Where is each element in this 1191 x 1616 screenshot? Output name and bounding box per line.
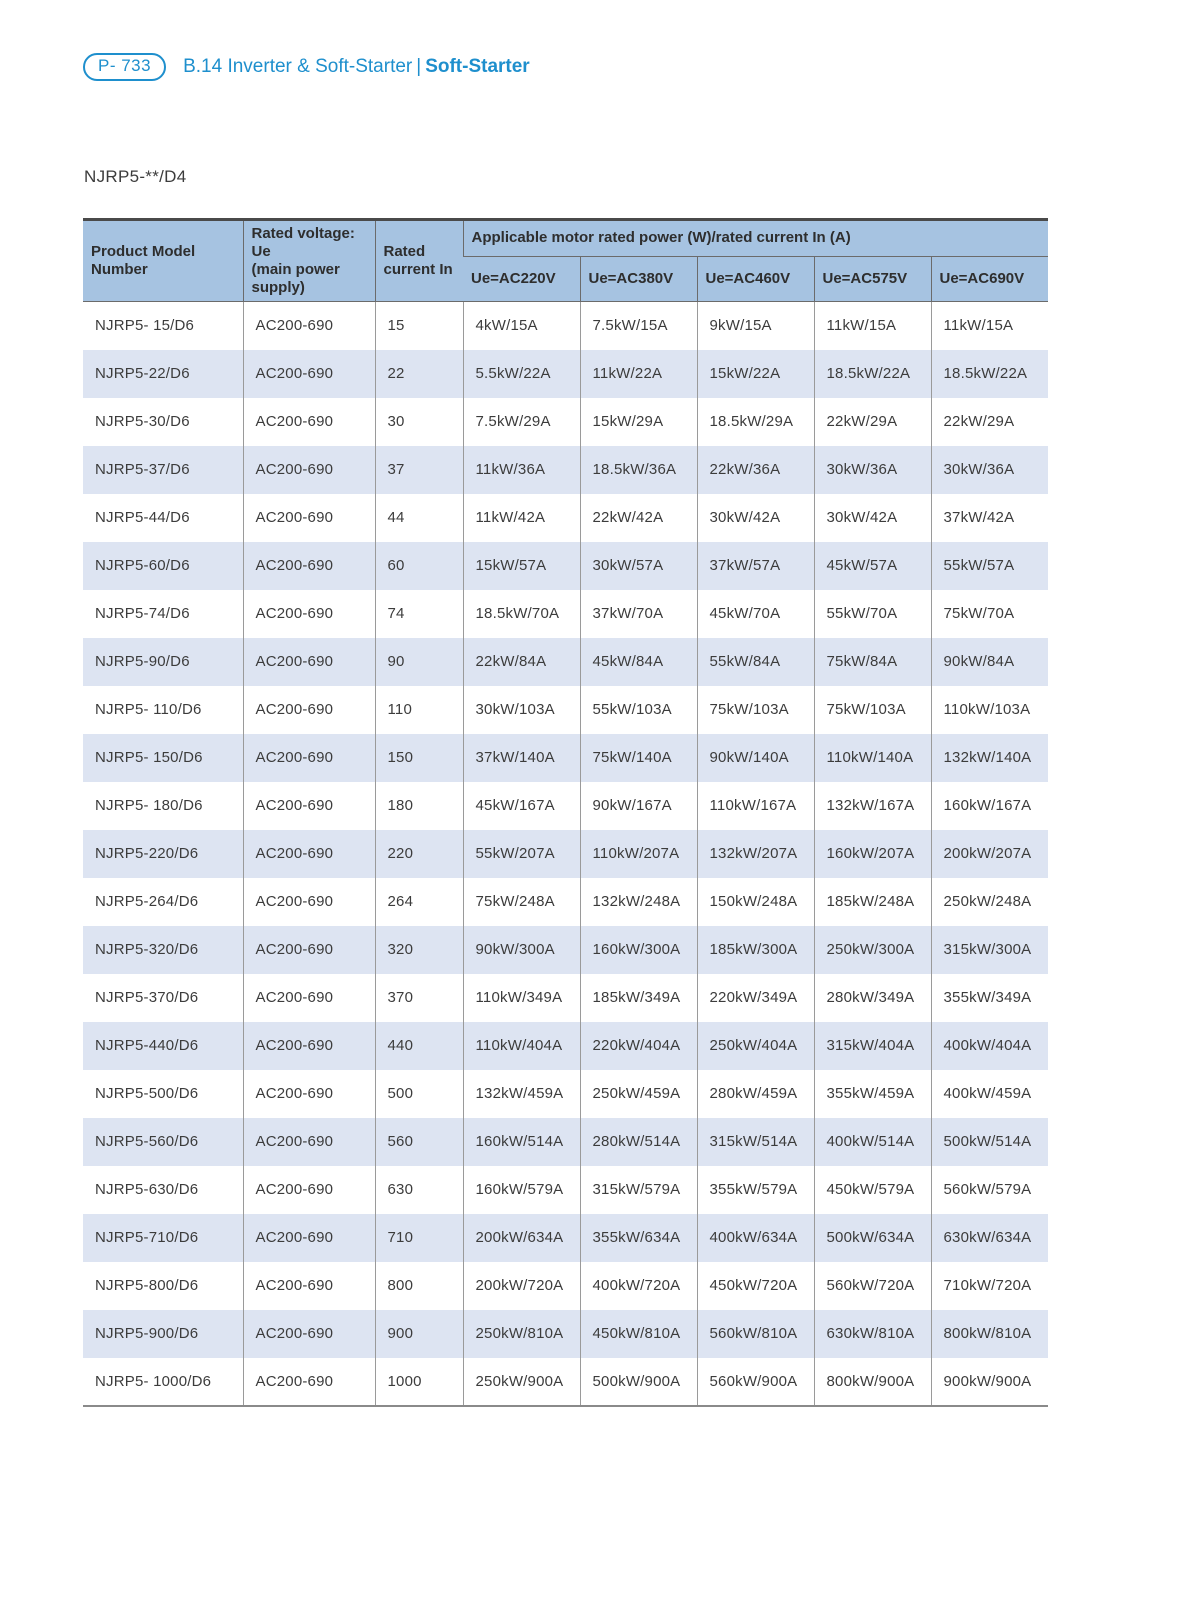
cell-product-model: NJRP5-44/D6 [95, 509, 190, 526]
table-row [83, 1214, 1048, 1262]
cell-ac575v: 45kW/57A [814, 542, 931, 590]
cell-rated-current: 15 [375, 302, 463, 350]
cell-product-model: NJRP5-30/D6 [95, 413, 190, 430]
cell-ac220v: 200kW/634A [463, 1214, 580, 1262]
cell-ac690v: 55kW/57A [931, 542, 1048, 590]
cell-ac220v: 22kW/84A [463, 638, 580, 686]
cell-ac380v: 18.5kW/36A [580, 446, 697, 494]
cell-ac460v: 450kW/720A [697, 1262, 814, 1310]
cell-ac690v: 30kW/36A [931, 446, 1048, 494]
cell-product-model: NJRP5-440/D6 [95, 1037, 199, 1054]
cell-ac220v: 250kW/900A [463, 1358, 580, 1406]
header-rated-voltage [243, 220, 375, 302]
cell-ac380v: 15kW/29A [580, 398, 697, 446]
cell-ac220v: 110kW/349A [463, 974, 580, 1022]
cell-ac690v: 355kW/349A [931, 974, 1048, 1022]
table-row [83, 638, 1048, 686]
header-product-model-line2: Number [91, 261, 148, 278]
cell-ac690v: 560kW/579A [931, 1166, 1048, 1214]
cell-ac460v: 185kW/300A [697, 926, 814, 974]
cell-ac220v: 5.5kW/22A [463, 350, 580, 398]
cell-ac575v: 185kW/248A [814, 878, 931, 926]
cell-rated-current: 630 [375, 1166, 463, 1214]
cell-rated-voltage: AC200-690 [243, 1310, 375, 1358]
cell-ac380v: 75kW/140A [580, 734, 697, 782]
cell-ac690v: 800kW/810A [931, 1310, 1048, 1358]
cell-ac380v: 250kW/459A [580, 1070, 697, 1118]
cell-ac575v: 132kW/167A [814, 782, 931, 830]
model-series-label: NJRP5-**/D4 [84, 167, 187, 186]
cell-ac460v: 90kW/140A [697, 734, 814, 782]
cell-product-model: NJRP5- 150/D6 [95, 749, 203, 766]
cell-ac460v: 150kW/248A [697, 878, 814, 926]
cell-ac460v: 30kW/42A [697, 494, 814, 542]
cell-rated-voltage: AC200-690 [243, 398, 375, 446]
cell-rated-current: 180 [375, 782, 463, 830]
cell-ac220v: 4kW/15A [463, 302, 580, 350]
cell-ac575v: 75kW/103A [814, 686, 931, 734]
cell-ac220v: 55kW/207A [463, 830, 580, 878]
cell-ac575v: 500kW/634A [814, 1214, 931, 1262]
cell-rated-voltage: AC200-690 [243, 1166, 375, 1214]
cell-ac380v: 55kW/103A [580, 686, 697, 734]
title-separator: | [416, 56, 422, 77]
table-row [83, 494, 1048, 542]
cell-ac460v: 15kW/22A [697, 350, 814, 398]
table-row [83, 350, 1048, 398]
cell-ac690v: 630kW/634A [931, 1214, 1048, 1262]
cell-product-model: NJRP5-800/D6 [95, 1277, 199, 1294]
cell-ac380v: 11kW/22A [580, 350, 697, 398]
cell-rated-current: 440 [375, 1022, 463, 1070]
spec-table [83, 218, 1048, 1407]
cell-ac220v: 132kW/459A [463, 1070, 580, 1118]
cell-product-model: NJRP5-320/D6 [95, 941, 199, 958]
cell-product-model: NJRP5-500/D6 [95, 1085, 199, 1102]
cell-ac460v: 22kW/36A [697, 446, 814, 494]
cell-ac690v: 250kW/248A [931, 878, 1048, 926]
cell-rated-current: 264 [375, 878, 463, 926]
header-rated-voltage-line1: Rated voltage: [251, 225, 355, 242]
subsection-title: Soft-Starter [425, 56, 530, 77]
cell-ac575v: 30kW/36A [814, 446, 931, 494]
cell-rated-current: 30 [375, 398, 463, 446]
cell-rated-voltage: AC200-690 [243, 1262, 375, 1310]
table-row [83, 446, 1048, 494]
header-rated-voltage-line3: (main power supply) [251, 261, 340, 296]
cell-ac460v: 560kW/900A [697, 1358, 814, 1406]
cell-ac220v: 11kW/42A [463, 494, 580, 542]
cell-ac690v: 37kW/42A [931, 494, 1048, 542]
table-body [83, 302, 1048, 1406]
table-row [83, 302, 1048, 350]
cell-rated-current: 44 [375, 494, 463, 542]
cell-ac220v: 250kW/810A [463, 1310, 580, 1358]
header-rated-current: Rated current In [375, 220, 463, 302]
page-header [83, 53, 530, 81]
cell-rated-current: 74 [375, 590, 463, 638]
cell-ac220v: 11kW/36A [463, 446, 580, 494]
cell-ac380v: 30kW/57A [580, 542, 697, 590]
cell-ac380v: 22kW/42A [580, 494, 697, 542]
cell-product-model: NJRP5-74/D6 [95, 605, 190, 622]
cell-ac690v: 75kW/70A [931, 590, 1048, 638]
cell-ac220v: 45kW/167A [463, 782, 580, 830]
cell-ac690v: 710kW/720A [931, 1262, 1048, 1310]
cell-ac220v: 160kW/514A [463, 1118, 580, 1166]
cell-product-model: NJRP5-60/D6 [95, 557, 190, 574]
cell-rated-voltage: AC200-690 [243, 1214, 375, 1262]
cell-product-model: NJRP5- 1000/D6 [95, 1372, 212, 1390]
cell-ac690v: 500kW/514A [931, 1118, 1048, 1166]
cell-rated-voltage: AC200-690 [243, 302, 375, 350]
page-number-badge: P- 733 [83, 53, 166, 81]
cell-product-model: NJRP5- 180/D6 [95, 797, 203, 814]
cell-ac460v: 55kW/84A [697, 638, 814, 686]
cell-ac460v: 18.5kW/29A [697, 398, 814, 446]
cell-ac380v: 220kW/404A [580, 1022, 697, 1070]
header-ac575v: Ue=AC575V [814, 256, 931, 301]
cell-ac575v: 400kW/514A [814, 1118, 931, 1166]
table-row [83, 1310, 1048, 1358]
cell-rated-voltage: AC200-690 [243, 878, 375, 926]
cell-rated-voltage: AC200-690 [243, 1022, 375, 1070]
header-product-model-line1: Product Model [91, 243, 196, 260]
header-ac690v: Ue=AC690V [931, 256, 1048, 301]
cell-ac690v: 400kW/459A [931, 1070, 1048, 1118]
cell-rated-voltage: AC200-690 [243, 830, 375, 878]
table-row [83, 1166, 1048, 1214]
cell-ac575v: 55kW/70A [814, 590, 931, 638]
cell-product-model: NJRP5-710/D6 [95, 1229, 199, 1246]
cell-rated-voltage: AC200-690 [243, 686, 375, 734]
cell-ac220v: 30kW/103A [463, 686, 580, 734]
cell-ac575v: 560kW/720A [814, 1262, 931, 1310]
cell-rated-current: 90 [375, 638, 463, 686]
cell-ac690v: 200kW/207A [931, 830, 1048, 878]
cell-ac575v: 630kW/810A [814, 1310, 931, 1358]
cell-ac460v: 355kW/579A [697, 1166, 814, 1214]
cell-product-model: NJRP5- 110/D6 [95, 701, 202, 718]
cell-rated-current: 500 [375, 1070, 463, 1118]
cell-ac380v: 355kW/634A [580, 1214, 697, 1262]
table-row [83, 974, 1048, 1022]
cell-ac380v: 185kW/349A [580, 974, 697, 1022]
cell-ac220v: 200kW/720A [463, 1262, 580, 1310]
cell-ac575v: 450kW/579A [814, 1166, 931, 1214]
cell-rated-current: 110 [375, 686, 463, 734]
cell-ac220v: 7.5kW/29A [463, 398, 580, 446]
cell-ac690v: 315kW/300A [931, 926, 1048, 974]
cell-ac575v: 250kW/300A [814, 926, 931, 974]
cell-product-model: NJRP5-220/D6 [95, 845, 199, 862]
cell-rated-current: 370 [375, 974, 463, 1022]
cell-ac460v: 110kW/167A [697, 782, 814, 830]
cell-rated-voltage: AC200-690 [243, 1358, 375, 1406]
header-applicable-power: Applicable motor rated power (W)/rated current In (A) [463, 220, 1048, 257]
cell-ac690v: 110kW/103A [931, 686, 1048, 734]
cell-ac460v: 400kW/634A [697, 1214, 814, 1262]
table-row [83, 782, 1048, 830]
cell-ac575v: 110kW/140A [814, 734, 931, 782]
cell-ac220v: 37kW/140A [463, 734, 580, 782]
cell-ac380v: 45kW/84A [580, 638, 697, 686]
table-row [83, 1022, 1048, 1070]
cell-rated-current: 37 [375, 446, 463, 494]
cell-product-model: NJRP5-264/D6 [95, 893, 199, 910]
cell-ac575v: 315kW/404A [814, 1022, 931, 1070]
cell-rated-voltage: AC200-690 [243, 1070, 375, 1118]
cell-ac575v: 75kW/84A [814, 638, 931, 686]
cell-product-model: NJRP5-370/D6 [95, 989, 199, 1006]
cell-rated-voltage: AC200-690 [243, 350, 375, 398]
table-row [83, 1118, 1048, 1166]
cell-ac575v: 160kW/207A [814, 830, 931, 878]
cell-product-model: NJRP5- 15/D6 [95, 317, 195, 335]
header-product-model [83, 220, 243, 302]
table-row [83, 398, 1048, 446]
cell-ac575v: 355kW/459A [814, 1070, 931, 1118]
cell-product-model: NJRP5-900/D6 [95, 1325, 199, 1342]
cell-rated-voltage: AC200-690 [243, 542, 375, 590]
cell-ac690v: 11kW/15A [931, 302, 1048, 350]
cell-ac220v: 15kW/57A [463, 542, 580, 590]
cell-rated-current: 1000 [375, 1358, 463, 1406]
cell-ac690v: 90kW/84A [931, 638, 1048, 686]
cell-ac220v: 90kW/300A [463, 926, 580, 974]
cell-ac575v: 800kW/900A [814, 1358, 931, 1406]
cell-ac380v: 280kW/514A [580, 1118, 697, 1166]
table-row [83, 1070, 1048, 1118]
cell-rated-voltage: AC200-690 [243, 446, 375, 494]
table-row [83, 830, 1048, 878]
cell-ac460v: 45kW/70A [697, 590, 814, 638]
cell-ac220v: 75kW/248A [463, 878, 580, 926]
header-ac220v: Ue=AC220V [463, 256, 580, 301]
cell-product-model: NJRP5-90/D6 [95, 653, 190, 670]
cell-ac380v: 400kW/720A [580, 1262, 697, 1310]
table-row [83, 734, 1048, 782]
cell-ac460v: 250kW/404A [697, 1022, 814, 1070]
cell-ac575v: 280kW/349A [814, 974, 931, 1022]
cell-rated-voltage: AC200-690 [243, 638, 375, 686]
cell-ac575v: 18.5kW/22A [814, 350, 931, 398]
cell-ac460v: 315kW/514A [697, 1118, 814, 1166]
cell-ac460v: 37kW/57A [697, 542, 814, 590]
cell-ac460v: 560kW/810A [697, 1310, 814, 1358]
cell-rated-current: 710 [375, 1214, 463, 1262]
cell-rated-voltage: AC200-690 [243, 974, 375, 1022]
table-row [83, 1358, 1048, 1406]
section-title-text: B.14 Inverter & Soft-Starter [183, 56, 413, 77]
table-row [83, 590, 1048, 638]
cell-ac460v: 280kW/459A [697, 1070, 814, 1118]
cell-rated-current: 22 [375, 350, 463, 398]
cell-ac380v: 160kW/300A [580, 926, 697, 974]
cell-ac690v: 18.5kW/22A [931, 350, 1048, 398]
header-ac380v: Ue=AC380V [580, 256, 697, 301]
header-rated-voltage-line2: Ue [251, 243, 271, 260]
cell-ac690v: 400kW/404A [931, 1022, 1048, 1070]
cell-ac380v: 500kW/900A [580, 1358, 697, 1406]
cell-ac220v: 110kW/404A [463, 1022, 580, 1070]
cell-ac380v: 37kW/70A [580, 590, 697, 638]
cell-ac220v: 18.5kW/70A [463, 590, 580, 638]
table-row [83, 926, 1048, 974]
cell-ac575v: 11kW/15A [814, 302, 931, 350]
table-row [83, 686, 1048, 734]
table-row [83, 542, 1048, 590]
cell-ac220v: 160kW/579A [463, 1166, 580, 1214]
cell-product-model: NJRP5-630/D6 [95, 1181, 199, 1198]
cell-rated-current: 220 [375, 830, 463, 878]
table-row [83, 878, 1048, 926]
cell-rated-current: 800 [375, 1262, 463, 1310]
cell-product-model: NJRP5-22/D6 [95, 365, 190, 382]
header-ac460v: Ue=AC460V [697, 256, 814, 301]
cell-rated-voltage: AC200-690 [243, 494, 375, 542]
cell-ac380v: 90kW/167A [580, 782, 697, 830]
cell-ac380v: 315kW/579A [580, 1166, 697, 1214]
cell-rated-voltage: AC200-690 [243, 782, 375, 830]
cell-ac380v: 450kW/810A [580, 1310, 697, 1358]
cell-ac460v: 132kW/207A [697, 830, 814, 878]
cell-ac460v: 75kW/103A [697, 686, 814, 734]
cell-ac690v: 900kW/900A [931, 1358, 1048, 1406]
cell-ac460v: 220kW/349A [697, 974, 814, 1022]
cell-ac575v: 30kW/42A [814, 494, 931, 542]
cell-rated-current: 560 [375, 1118, 463, 1166]
cell-product-model: NJRP5-37/D6 [95, 461, 190, 478]
cell-rated-voltage: AC200-690 [243, 734, 375, 782]
cell-rated-current: 60 [375, 542, 463, 590]
cell-ac380v: 132kW/248A [580, 878, 697, 926]
cell-rated-current: 150 [375, 734, 463, 782]
cell-ac690v: 132kW/140A [931, 734, 1048, 782]
cell-ac460v: 9kW/15A [697, 302, 814, 350]
cell-ac575v: 22kW/29A [814, 398, 931, 446]
cell-ac690v: 22kW/29A [931, 398, 1048, 446]
cell-rated-current: 320 [375, 926, 463, 974]
cell-rated-voltage: AC200-690 [243, 1118, 375, 1166]
cell-ac690v: 160kW/167A [931, 782, 1048, 830]
cell-product-model: NJRP5-560/D6 [95, 1133, 199, 1150]
section-title [183, 56, 530, 78]
table-row [83, 1262, 1048, 1310]
cell-ac380v: 110kW/207A [580, 830, 697, 878]
cell-rated-voltage: AC200-690 [243, 926, 375, 974]
cell-rated-voltage: AC200-690 [243, 590, 375, 638]
cell-ac380v: 7.5kW/15A [580, 302, 697, 350]
cell-rated-current: 900 [375, 1310, 463, 1358]
